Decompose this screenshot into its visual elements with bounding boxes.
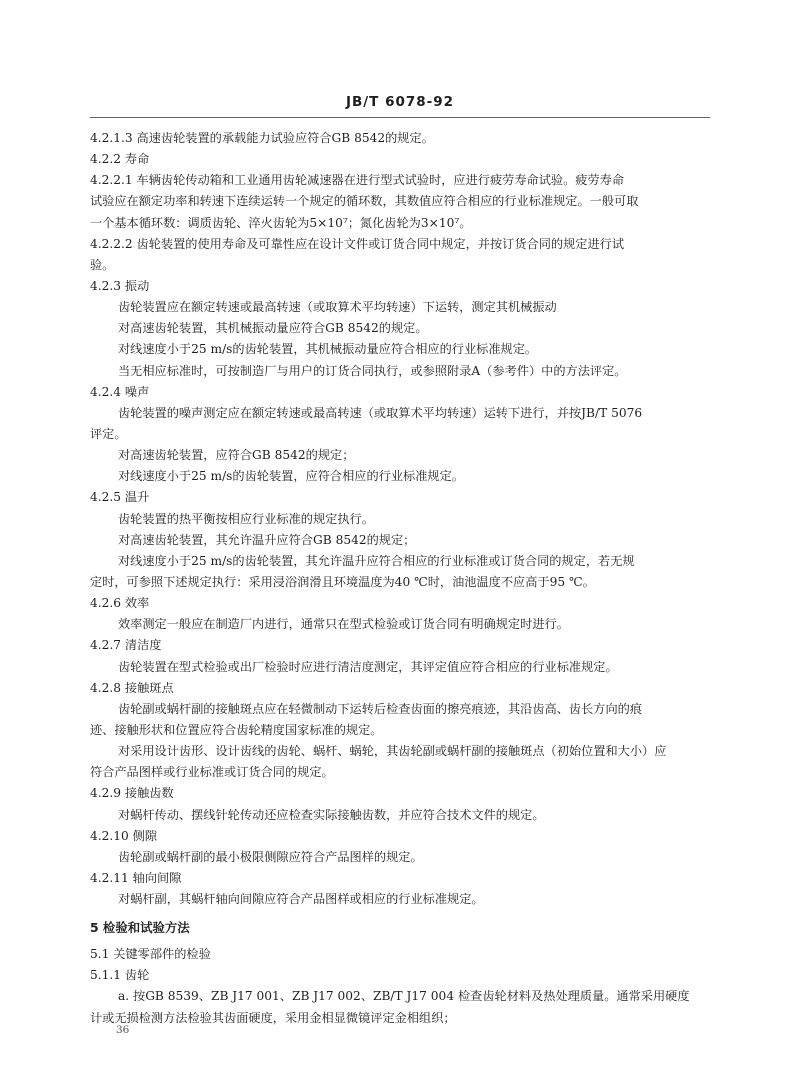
text-line: 4.2.3 振动 xyxy=(90,278,150,293)
text-line: 4.2.2.2 齿轮装置的使用寿命及可靠性应在设计文件或订货合同中规定，并按订货合同的规定进行试 xyxy=(90,236,625,251)
text-line: 对采用设计齿形、设计齿线的齿轮、蜗杆、蜗轮，其齿轮副或蜗杆副的接触斑点（初始位置和大小）应 xyxy=(118,744,667,759)
text-line: 5.1 关键零部件的检验 xyxy=(90,947,211,962)
page-number: 36 xyxy=(116,1024,130,1036)
text-line: 验。 xyxy=(90,257,115,272)
text-line: 4.2.10 侧隙 xyxy=(90,828,158,843)
text-line: 4.2.1.3 高速齿轮装置的承载能力试验应符合GB 8542的规定。 xyxy=(90,131,434,145)
text-line: 4.2.4 噪声 xyxy=(90,384,150,399)
text-line: 试验应在额定功率和转速下连续运转一个规定的循环数，其数值应符合相应的行业标准规定。一般可取 xyxy=(90,194,639,209)
text-line: a. 按GB 8539、ZB J17 001、ZB J17 002、ZB/T J17 004 检查齿轮材料及热处理质量。通常采用硬度 xyxy=(118,989,690,1004)
text-line: 4.2.11 轴向间隙 xyxy=(90,870,182,885)
text-line: 对高速齿轮装置，应符合GB 8542的规定； xyxy=(118,448,355,463)
text-line: 4.2.5 温升 xyxy=(90,490,150,505)
text-line: 4.2.2.1 车辆齿轮传动箱和工业通用齿轮减速器在进行型式试验时，应进行疲劳寿命试验。疲劳寿命 xyxy=(90,173,625,188)
document-body xyxy=(90,128,712,1029)
text-line: 效率测定一般应在制造厂内进行，通常只在型式检验或订货合同有明确规定时进行。 xyxy=(118,617,569,632)
text-line: 评定。 xyxy=(90,426,127,441)
text-line: 齿轮装置在型式检验或出厂检验时应进行清洁度测定，其评定值应符合相应的行业标准规定。 xyxy=(118,659,618,674)
text-line: 对蜗杆传动、摆线针轮传动还应检查实际接触齿数，并应符合技术文件的规定。 xyxy=(118,807,545,822)
standard-number-header: JB/T 6078-92 xyxy=(345,94,455,110)
text-line: 4.2.9 接触齿数 xyxy=(90,786,174,801)
text-line: 对线速度小于25 m/s的齿轮装置，其机械振动量应符合相应的行业标准规定。 xyxy=(118,342,538,357)
text-line: 对线速度小于25 m/s的齿轮装置，应符合相应的行业标准规定。 xyxy=(118,469,464,484)
header-rule xyxy=(90,117,710,118)
text-line: 对高速齿轮装置，其机械振动量应符合GB 8542的规定。 xyxy=(118,321,428,336)
text-line: 当无相应标准时，可按制造厂与用户的订货合同执行，或参照附录A（参考件）中的方法评定。 xyxy=(118,363,627,378)
text-line: 齿轮装置的热平衡按相应行业标准的规定执行。 xyxy=(118,511,374,526)
text-line: 齿轮装置的噪声测定应在额定转速或最高转速（或取算术平均转速）运转下进行，并按JB/T 5076 xyxy=(118,405,643,420)
text-line: 齿轮副或蜗杆副的最小极限侧隙应符合产品图样的规定。 xyxy=(118,849,423,864)
text-line: 定时，可参照下述规定执行：采用浸浴润滑且环境温度为40 ℃时，油池温度不应高于95 ℃。 xyxy=(90,574,595,589)
text-line: 齿轮装置应在额定转速或最高转速（或取算术平均转速）下运转，测定其机械振动 xyxy=(118,300,557,315)
text-line: 4.2.6 效率 xyxy=(90,596,150,611)
text-line: 对蜗杆副，其蜗杆轴向间隙应符合产品图样或相应的行业标准规定。 xyxy=(118,892,484,907)
text-line: 计或无损检测方法检验其齿面硬度，采用金相显微镜评定金相组织； xyxy=(90,1010,456,1025)
section-heading: 5 检验和试验方法 xyxy=(90,920,190,936)
text-line: 对高速齿轮装置，其允许温升应符合GB 8542的规定； xyxy=(118,532,416,547)
text-line: 符合产品图样或行业标准或订货合同的规定。 xyxy=(90,765,334,780)
text-line: 对线速度小于25 m/s的齿轮装置，其允许温升应符合相应的行业标准或订货合同的规定，若无规 xyxy=(118,553,635,568)
text-line: 5.1.1 齿轮 xyxy=(90,968,150,983)
text-line: 迹、接触形状和位置应符合齿轮精度国家标准的规定。 xyxy=(90,722,383,737)
text-line: 4.2.7 清洁度 xyxy=(90,638,162,653)
text-line: 一个基本循环数：调质齿轮、淬火齿轮为5×10⁷；氮化齿轮为3×10⁷。 xyxy=(90,215,472,230)
text-line: 齿轮副或蜗杆副的接触斑点应在轻微制动下运转后检查齿面的擦亮痕迹，其沿齿高、齿长方向的痕 xyxy=(118,701,643,716)
text-line: 4.2.2 寿命 xyxy=(90,152,150,167)
text-line: 4.2.8 接触斑点 xyxy=(90,680,174,695)
